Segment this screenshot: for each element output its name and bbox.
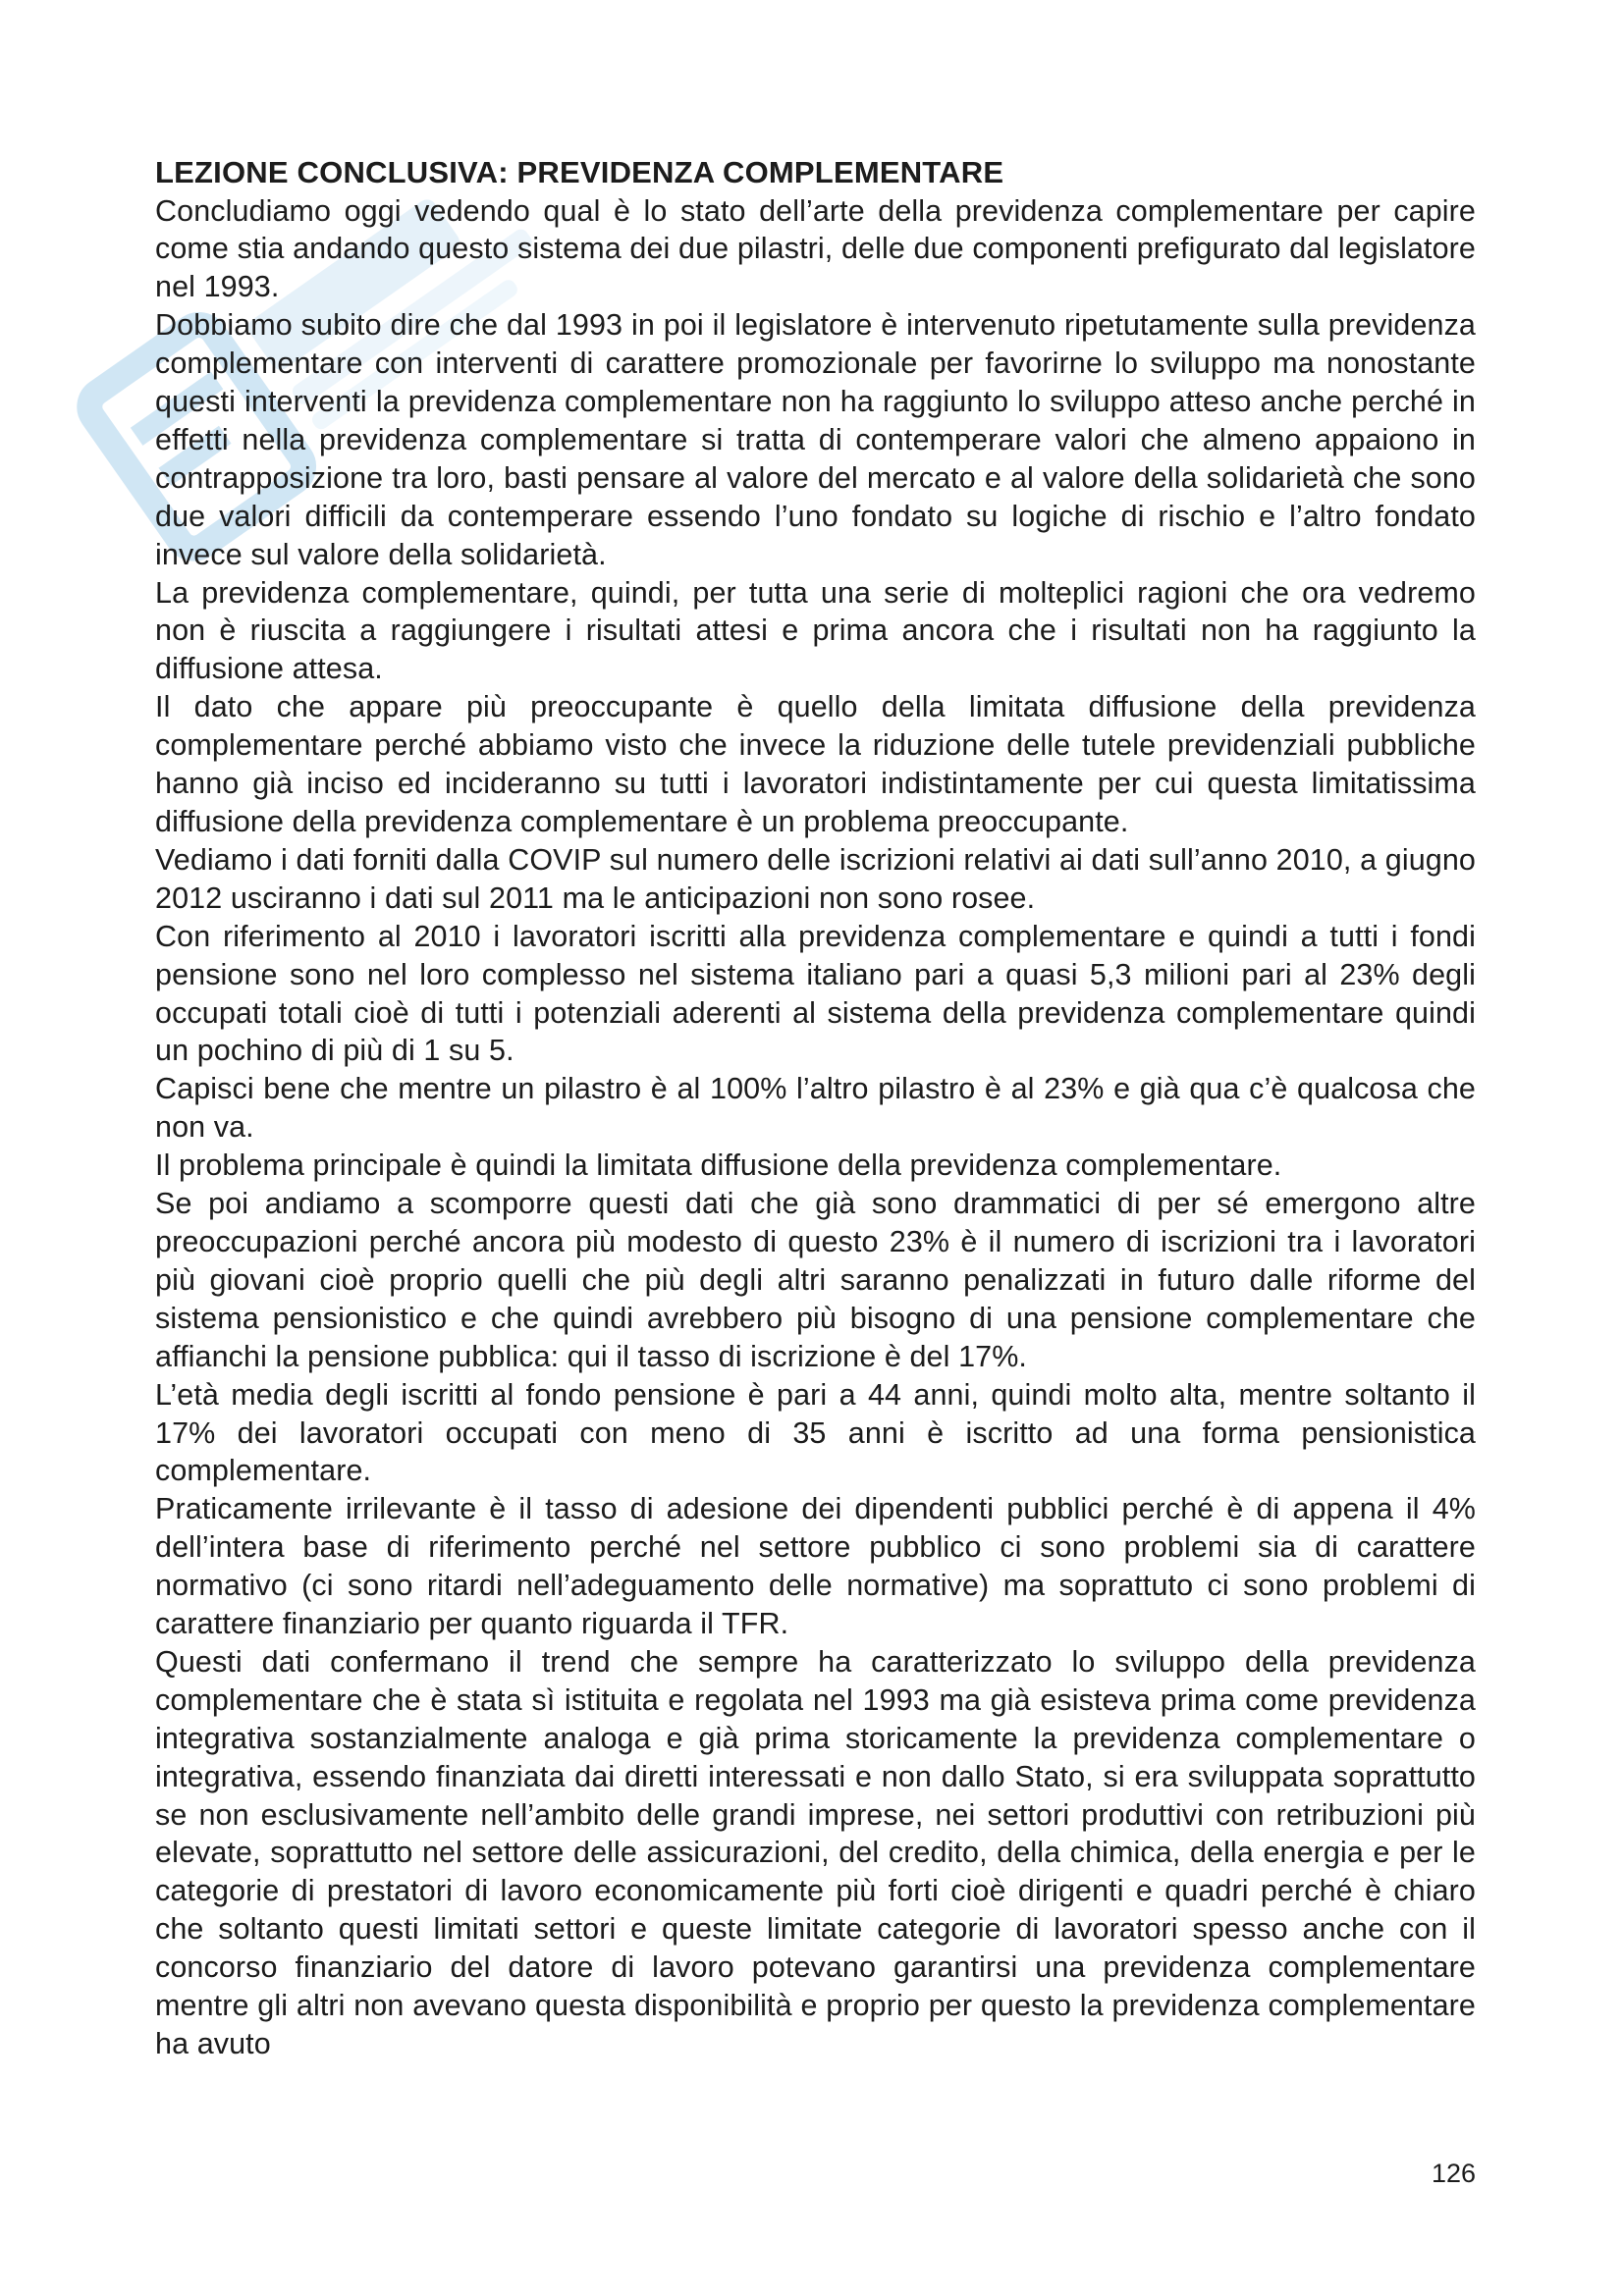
paragraph-10: L’età media degli iscritti al fondo pensione è pari a 44 anni, quindi molto alta, mentre soltanto il 17% dei lavoratori occupati con meno di 35 anni è iscritto ad una forma pensionistica complementare. xyxy=(155,1377,1476,1488)
paragraph-11: Praticamente irrilevante è il tasso di adesione dei dipendenti pubblici perché è di appena il 4% dell’intera base di riferimento perché nel settore pubblico ci sono problemi sia di carattere normativo (ci sono ritardi nell’adeguamento delle normative) ma soprattuto ci sono problemi di carattere finanziario per quanto riguarda il TFR. xyxy=(155,1492,1476,1641)
paragraph-5: Vediamo i dati forniti dalla COVIP sul numero delle iscrizioni relativi ai dati sull’anno 2010, a giugno 2012 usciranno i dati sul 2011 ma le anticipazioni non sono rosee. xyxy=(155,842,1476,915)
paragraph-12: Questi dati confermano il trend che sempre ha caratterizzato lo sviluppo della previdenza complementare che è stata sì istituita e regolata nel 1993 ma già esisteva prima come previdenza integrativa sostanzialmente analoga e già prima storicamente la previdenza complementare o integrativa, essendo finanziata dai diretti interessati e non dallo Stato, si era sviluppata soprattutto se non esclusivamente nell’ambito delle grandi imprese, nei settori produttivi con retribuzioni più elevate, soprattutto nel settore delle assicurazioni, del credito, della chimica, della energia e per le categorie di prestatori di lavoro economicamente più forti cioè dirigenti e quadri perché è chiaro che soltanto questi limitati settori e queste limitate categorie di lavoratori spesso anche con il concorso finanziario del datore di lavoro potevano garantirsi una previdenza complementare mentre gli altri non avevano questa disponibilità e proprio per questo la previdenza complementare ha avuto xyxy=(155,1644,1476,2060)
paragraph-7: Capisci bene che mentre un pilastro è al 100% l’altro pilastro è al 23% e già qua c’è qualcosa che non va. xyxy=(155,1072,1476,1145)
paragraph-3: La previdenza complementare, quindi, per tutta una serie di molteplici ragioni che ora vedremo non è riuscita a raggiungere i risultati attesi e prima ancora che i risultati non ha raggiunto la diffusione attesa. xyxy=(155,575,1476,686)
page-number: 126 xyxy=(1431,2159,1476,2188)
paragraph-8: Il problema principale è quindi la limitata diffusione della previdenza complementare. xyxy=(155,1148,1282,1183)
paragraph-6: Con riferimento al 2010 i lavoratori iscritti alla previdenza complementare e quindi a tutti i fondi pensione sono nel loro complesso nel sistema italiano pari a quasi 5,3 milioni pari al 23% degli occupati totali cioè di tutti i potenziali aderenti al sistema della previdenza complementare quindi un pochino di più di 1 su 5. xyxy=(155,919,1476,1068)
paragraph-2: Dobbiamo subito dire che dal 1993 in poi il legislatore è intervenuto ripetutamente sulla previdenza complementare con interventi di carattere promozionale per favorirne lo sviluppo ma nonostante questi interventi la previdenza complementare non ha raggiunto lo sviluppo atteso anche perché in effetti nella previdenza complementare si tratta di contemperare valori che almeno appaiono in contrapposizione tra loro, basti pensare al valore del mercato e al valore della solidarietà che sono due valori difficili da contemperare essendo l’uno fondato su logiche di rischio e l’altro fondato invece sul valore della solidarietà. xyxy=(155,308,1476,571)
paragraph-1: Concludiamo oggi vedendo qual è lo stato dell’arte della previdenza complementare per capire come stia andando questo sistema dei due pilastri, delle due componenti prefigurato dal legislatore nel 1993. xyxy=(155,193,1476,304)
document-body xyxy=(155,154,1476,2063)
document-title: LEZIONE CONCLUSIVA: PREVIDENZA COMPLEMENTARE xyxy=(155,155,1004,189)
paragraph-4: Il dato che appare più preoccupante è quello della limitata diffusione della previdenza complementare perché abbiamo visto che invece la riduzione delle tutele previdenziali pubbliche hanno già inciso ed incideranno su tutti i lavoratori indistintamente per cui questa limitatissima diffusione della previdenza complementare è un problema preoccupante. xyxy=(155,690,1476,838)
paragraph-9: Se poi andiamo a scomporre questi dati che già sono drammatici di per sé emergono altre preoccupazioni perché ancora più modesto di questo 23% è il numero di iscrizioni tra i lavoratori più giovani cioè proprio quelli che più degli altri saranno penalizzati in futuro dalle riforme del sistema pensionistico e che quindi avrebbero più bisogno di una pensione complementare che affianchi la pensione pubblica: qui il tasso di iscrizione è del 17%. xyxy=(155,1187,1476,1373)
